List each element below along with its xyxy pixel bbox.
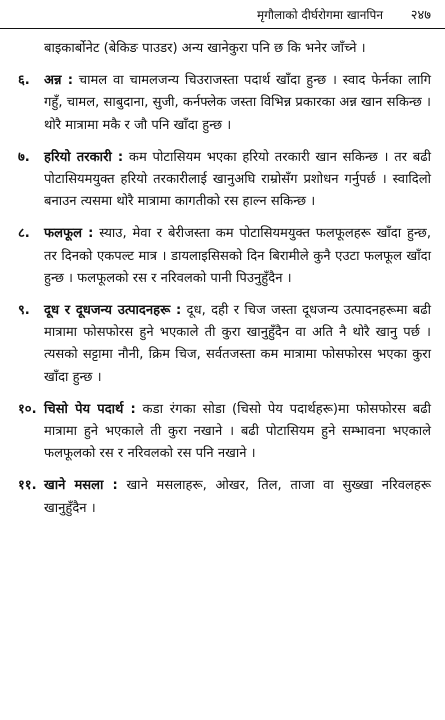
continuation-paragraph: बाइकार्बोनेट (बेकिङ पाउडर) अन्य खानेकुरा पनि छ कि भनेर जाँच्ने । bbox=[44, 41, 366, 56]
list-item bbox=[18, 223, 431, 290]
item-title: दूध र दूधजन्य उत्पादनहरू : bbox=[44, 303, 182, 319]
header-title: मृगौलाको दीर्घरोगमा खानपिन bbox=[256, 8, 383, 22]
item-paragraph bbox=[44, 147, 431, 214]
item-paragraph bbox=[44, 300, 431, 389]
item-number: ११. bbox=[18, 478, 37, 494]
list-item bbox=[18, 399, 431, 466]
item-number: ६. bbox=[18, 73, 30, 89]
page-number: २४७ bbox=[410, 8, 431, 23]
item-number: ७. bbox=[18, 149, 30, 165]
list-item bbox=[18, 300, 431, 389]
list-item bbox=[18, 147, 431, 214]
item-title: फलफूल : bbox=[44, 226, 94, 242]
item-paragraph bbox=[44, 475, 431, 519]
list-item bbox=[18, 70, 431, 137]
item-body: कम पोटासियम भएका हरियो तरकारी खान सकिन्छ । तर बढी पोटासियमयुक्त हरियो तरकारीलाई खानुअघि राम्रोसँग प्रशोधन गर्नुपर्छ । स्वादिलो बनाउन त्यसमा थोरै मात्रामा कागतीको रस हाल्न सकिन्छ । bbox=[44, 149, 431, 210]
item-number: १०. bbox=[18, 401, 37, 417]
item-paragraph bbox=[44, 399, 431, 466]
list-item bbox=[18, 475, 431, 519]
item-title: हरियो तरकारी : bbox=[44, 149, 124, 165]
item-title: चिसो पेय पदार्थ : bbox=[44, 401, 136, 417]
item-number: ९. bbox=[18, 303, 30, 319]
item-body: खाने मसलाहरू, ओखर, तिल, ताजा वा सुख्खा नरिवलहरू खानुहुँदैन । bbox=[44, 478, 431, 516]
item-body: स्याउ, मेवा र बेरीजस्ता कम पोटासियमयुक्त फलफूलहरू खाँदा हुन्छ, तर दिनको एकपल्ट मात्र । डायलाइसिसको दिन बिरामीले कुनै एउटा फलफूल खाँदा हुन्छ । फलफूलको रस र नरिवलको पानी पिउनुहुँदैन । bbox=[44, 226, 431, 286]
item-body: दूध, दही र चिज जस्ता दूधजन्य उत्पादनहरूमा बढी मात्रामा फोसफोरस हुने भएकाले ती कुरा खानुहुँदैन वा अति नै थोरै खानु पर्छ । त्यसको सट्टामा नौनी, क्रिम चिज, सर्वतजस्ता कम मात्रामा फोसफोरस भएका कुरा खाँदा हुन्छ । bbox=[44, 303, 431, 385]
item-paragraph bbox=[44, 223, 431, 290]
item-body: चामल वा चामलजन्य चिउराजस्ता पदार्थ खाँदा हुन्छ । स्वाद फेर्नका लागि गहुँ, चामल, साबुदाना, सुजी, कर्नफ्लेक जस्ता विभिन्न प्रकारका अन्न खान सकिन्छ । थोरै मात्रामा मकै र जौ पनि खाँदा हुन्छ । bbox=[44, 73, 431, 133]
running-header bbox=[0, 0, 445, 29]
page-content bbox=[18, 38, 431, 530]
item-title: खाने मसला : bbox=[44, 478, 118, 494]
item-number: ८. bbox=[18, 226, 30, 242]
item-body: कडा रंगका सोडा (चिसो पेय पदार्थहरू)मा फोसफोरस बढी मात्रामा हुने भएकाले ती कुरा नखाने । बढी पोटासियम हुने सम्भावना भएकाले फलफूलको रस र नरिवलको रस पनि नखाने । bbox=[44, 401, 431, 462]
item-paragraph bbox=[44, 70, 431, 137]
item-title: अन्न : bbox=[44, 73, 73, 89]
